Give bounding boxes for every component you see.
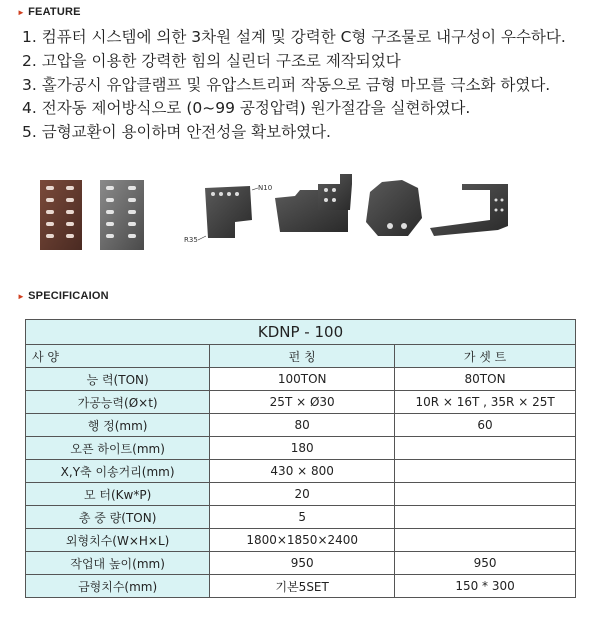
table-row: [26, 575, 576, 598]
row-punching-value: 100TON: [210, 368, 395, 391]
row-label: 작업대 높이(mm): [26, 552, 210, 575]
row-punching-value: 430 × 800: [210, 460, 395, 483]
row-gasset-value: 80TON: [395, 368, 576, 391]
row-label: 가공능력(Ø×t): [26, 391, 210, 414]
row-label: 오픈 하이트(mm): [26, 437, 210, 460]
row-punching-value: 180: [210, 437, 395, 460]
table-header-row: [26, 345, 576, 368]
row-label: 능 력(TON): [26, 368, 210, 391]
row-gasset-value: [395, 483, 576, 506]
row-gasset-value: [395, 460, 576, 483]
row-punching-value: 950: [210, 552, 395, 575]
table-row: [26, 414, 576, 437]
row-gasset-value: 950: [395, 552, 576, 575]
table-row: [26, 483, 576, 506]
bracket-part-3: [318, 174, 352, 210]
header-gasset: 가 셋 트: [395, 345, 576, 368]
photo-label-r35: R35: [184, 236, 198, 244]
row-gasset-value: [395, 506, 576, 529]
row-punching-value: 5: [210, 506, 395, 529]
arrow-right-icon: ►: [17, 292, 26, 301]
row-label: 모 터(Kw*P): [26, 483, 210, 506]
row-gasset-value: [395, 437, 576, 460]
table-row: [26, 391, 576, 414]
bracket-part-5: [430, 184, 508, 236]
row-label: 금형치수(mm): [26, 575, 210, 598]
bracket-part-1: [184, 184, 272, 244]
spec-section-title: ► SPECIFICAION: [17, 290, 109, 302]
table-row: [26, 529, 576, 552]
table-row: [26, 437, 576, 460]
bracket-part-4: [366, 180, 422, 236]
feature-section-title: ► FEATURE: [17, 6, 81, 18]
feature-item: 5. 금형교환이 용이하며 안전성을 확보하였다.: [22, 123, 331, 142]
perforated-plate-1: [40, 180, 82, 250]
table-title-row: [26, 320, 576, 345]
header-spec-label: 사 양: [26, 345, 210, 368]
row-label: 외형치수(W×H×L): [26, 529, 210, 552]
feature-item: 2. 고압을 이용한 강력한 힘의 실린더 구조로 제작되었다: [22, 51, 401, 70]
table-row: [26, 552, 576, 575]
product-photos: [30, 170, 590, 260]
feature-item: 3. 홀가공시 유압클램프 및 유압스트리퍼 작동으로 금형 마모를 극소화 하였다.: [22, 75, 551, 94]
feature-list: [22, 26, 566, 145]
row-punching-value: 80: [210, 414, 395, 437]
row-punching-value: 20: [210, 483, 395, 506]
arrow-right-icon: ►: [17, 8, 26, 17]
feature-item: 4. 전자동 제어방식으로 (0~99 공정압력) 원가절감을 실현하였다.: [22, 99, 471, 118]
feature-item: 1. 컴퓨터 시스템에 의한 3차원 설계 및 강력한 C형 구조물로 내구성이 우수하다.: [22, 28, 566, 46]
model-name: KDNP - 100: [26, 320, 576, 345]
row-punching-value: 기본5SET: [210, 575, 395, 598]
row-gasset-value: 150 * 300: [395, 575, 576, 598]
header-punching: 펀 칭: [210, 345, 395, 368]
row-gasset-value: 10R × 16T , 35R × 25T: [395, 391, 576, 414]
spec-table: [25, 319, 576, 598]
photo-label-n10: N10: [258, 184, 273, 192]
row-label: 총 중 량(TON): [26, 506, 210, 529]
row-gasset-value: [395, 529, 576, 552]
row-label: 행 정(mm): [26, 414, 210, 437]
product-photos-svg: [30, 170, 590, 260]
row-punching-value: 25T × Ø30: [210, 391, 395, 414]
table-row: [26, 368, 576, 391]
table-row: [26, 506, 576, 529]
perforated-plate-2: [100, 180, 144, 250]
row-gasset-value: 60: [395, 414, 576, 437]
row-punching-value: 1800×1850×2400: [210, 529, 395, 552]
row-label: X,Y축 이송거리(mm): [26, 460, 210, 483]
table-row: [26, 460, 576, 483]
